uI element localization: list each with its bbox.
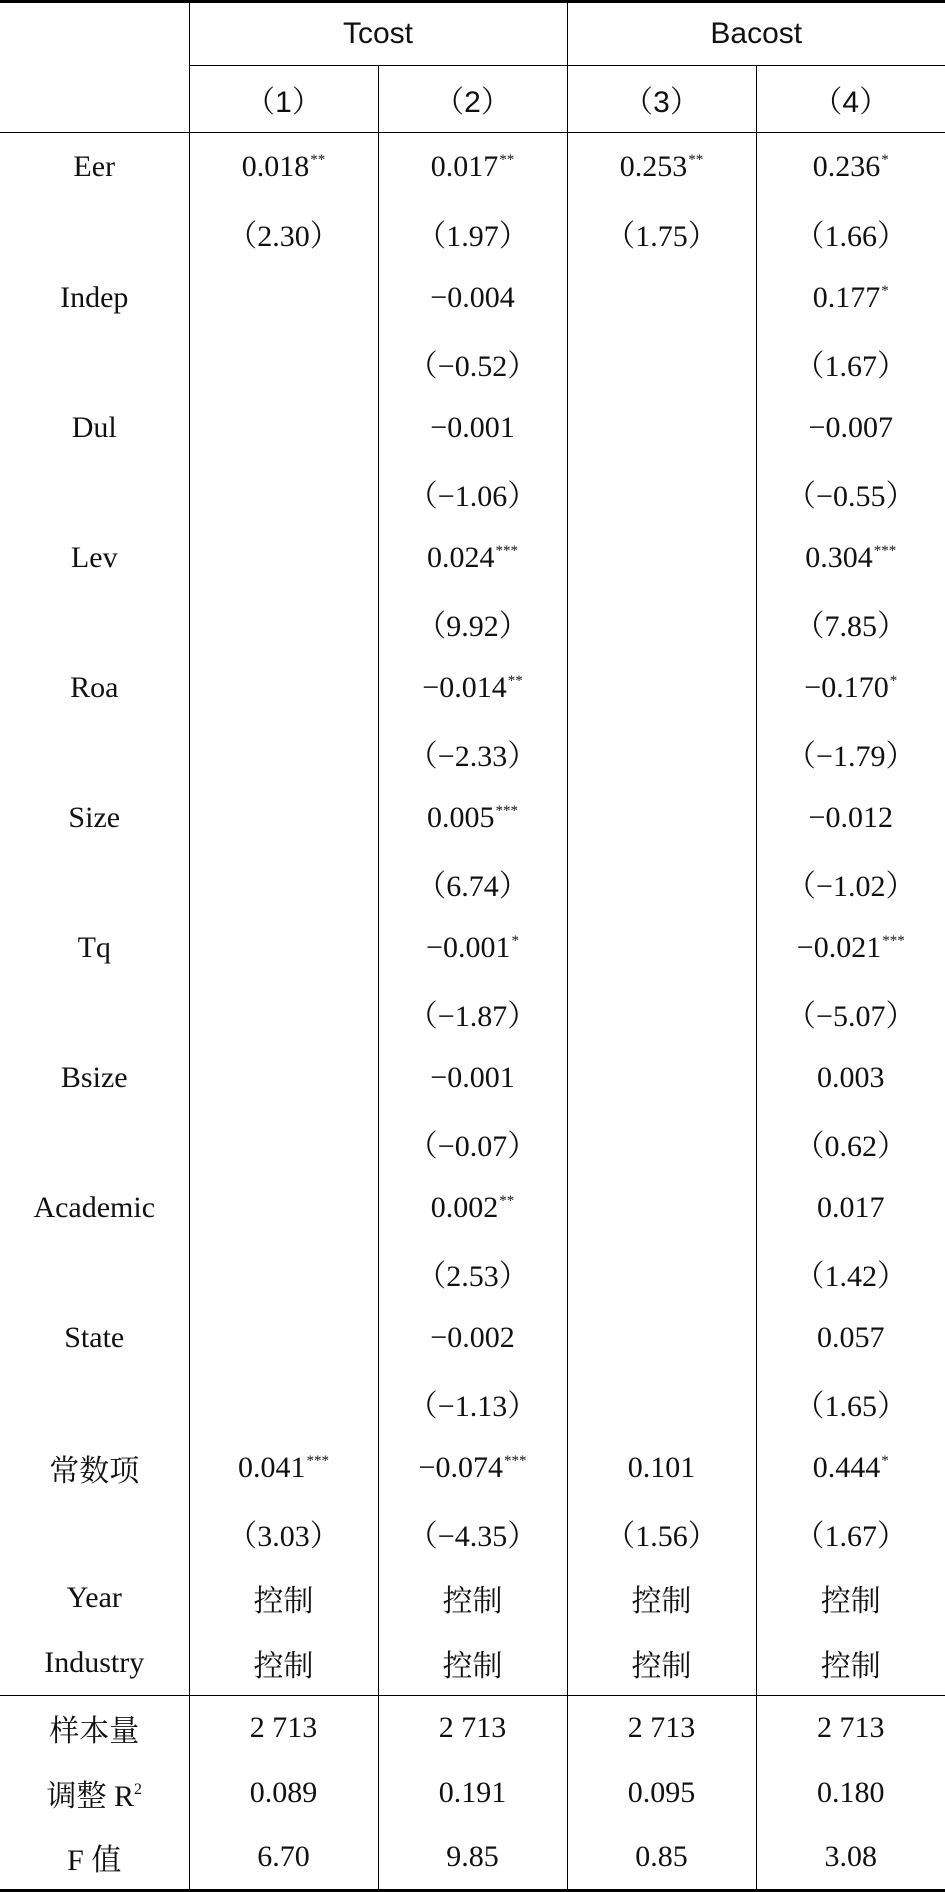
significance-stars: *	[889, 673, 898, 689]
coef-value: −0.014	[422, 671, 507, 704]
stat-label-superscript: 2	[134, 1781, 142, 1798]
coef-cell	[567, 1046, 756, 1111]
tstat-cell	[189, 1241, 378, 1306]
group-header-tcost: Tcost	[189, 2, 567, 66]
control-cell: 控制	[567, 1631, 756, 1696]
tstat-cell: （1.66）	[756, 201, 945, 266]
coef-value: 0.057	[817, 1321, 885, 1354]
coef-value: 0.253	[619, 149, 688, 183]
coef-value: −0.074	[418, 1451, 503, 1484]
coef-value: −0.170	[804, 671, 889, 704]
tstat-cell	[567, 331, 756, 396]
stat-row	[0, 1696, 945, 1761]
row-label: Dul	[71, 411, 117, 444]
stat-cell: 0.191	[378, 1761, 567, 1826]
tstat-row	[0, 461, 945, 526]
tstat-row	[0, 591, 945, 656]
row-label: Year	[66, 1581, 122, 1614]
tstat-cell	[567, 981, 756, 1046]
coef-cell	[378, 1176, 567, 1241]
coef-row	[0, 786, 945, 851]
coef-cell	[756, 1306, 945, 1371]
coef-value: −0.001	[430, 411, 515, 444]
tstat-row	[0, 1241, 945, 1306]
coef-value: −0.002	[430, 1321, 515, 1354]
tstat-cell: （−1.87）	[378, 981, 567, 1046]
coef-cell	[378, 133, 567, 201]
coef-value: −0.001	[430, 1061, 515, 1094]
significance-stars: *	[881, 283, 889, 299]
stat-cell: 0.85	[567, 1826, 756, 1891]
tstat-cell: （7.85）	[756, 591, 945, 656]
control-cell: 控制	[189, 1631, 378, 1696]
column-header: （1）	[189, 66, 378, 133]
tstat-row	[0, 981, 945, 1046]
row-label-empty	[0, 201, 189, 266]
tstat-cell: （1.56）	[567, 1501, 756, 1566]
significance-stars: **	[310, 151, 326, 168]
coef-row	[0, 656, 945, 721]
tstat-cell: （−0.55）	[756, 461, 945, 526]
tstat-cell: （1.67）	[756, 1501, 945, 1566]
tstat-row	[0, 1501, 945, 1566]
tstat-cell: （1.42）	[756, 1241, 945, 1306]
row-label: Tq	[77, 931, 111, 964]
stat-row	[0, 1761, 945, 1826]
stat-label-text: 调整 R	[46, 1780, 134, 1813]
significance-stars: ***	[882, 933, 905, 949]
control-row	[0, 1566, 945, 1631]
tstat-cell	[567, 851, 756, 916]
tstat-cell: （−0.52）	[378, 331, 567, 396]
control-row	[0, 1631, 945, 1696]
row-label: Bsize	[60, 1061, 128, 1094]
coef-cell	[567, 656, 756, 721]
row-label-empty	[0, 1501, 189, 1566]
tstat-cell: （−1.06）	[378, 461, 567, 526]
control-cell: 控制	[567, 1566, 756, 1631]
coef-cell	[567, 526, 756, 591]
significance-stars: ***	[495, 543, 518, 559]
control-cell: 控制	[378, 1631, 567, 1696]
tstat-row	[0, 851, 945, 916]
coef-cell	[378, 1046, 567, 1111]
tstat-cell: （−0.07）	[378, 1111, 567, 1176]
coef-cell	[378, 396, 567, 461]
tstat-cell: （9.92）	[378, 591, 567, 656]
tstat-cell	[189, 591, 378, 656]
stat-label-text: 样本量	[49, 1715, 140, 1749]
tstat-cell: （6.74）	[378, 851, 567, 916]
coef-cell	[378, 526, 567, 591]
tstat-cell: （−1.13）	[378, 1371, 567, 1436]
row-label-empty	[0, 1241, 189, 1306]
column-header: （3）	[567, 66, 756, 133]
row-label: State	[64, 1321, 125, 1354]
corner-cell	[0, 2, 189, 133]
significance-stars: *	[511, 933, 519, 949]
row-label	[0, 1696, 189, 1761]
coef-cell	[378, 266, 567, 331]
tstat-cell	[567, 1241, 756, 1306]
coef-value: 0.018	[241, 149, 310, 183]
coef-cell	[189, 656, 378, 721]
coef-cell	[378, 786, 567, 851]
coef-cell	[756, 133, 945, 201]
tstat-cell: （2.30）	[189, 201, 378, 266]
coef-row	[0, 396, 945, 461]
tstat-cell: （−4.35）	[378, 1501, 567, 1566]
coef-row	[0, 266, 945, 331]
tstat-cell: （1.65）	[756, 1371, 945, 1436]
tstat-cell: （0.62）	[756, 1111, 945, 1176]
tstat-cell: （1.75）	[567, 201, 756, 266]
coef-cell	[189, 396, 378, 461]
coef-value: 0.304	[805, 541, 873, 574]
coef-cell	[567, 133, 756, 201]
coef-cell	[378, 656, 567, 721]
stat-cell: 2 713	[756, 1696, 945, 1761]
coef-row	[0, 1046, 945, 1111]
coef-value: 0.041	[238, 1451, 306, 1484]
tstat-cell: （1.97）	[378, 201, 567, 266]
tstat-cell: （−1.02）	[756, 851, 945, 916]
row-label: Size	[68, 801, 121, 834]
coef-row	[0, 1306, 945, 1371]
tstat-cell: （−2.33）	[378, 721, 567, 786]
tstat-row	[0, 201, 945, 266]
tstat-cell	[567, 591, 756, 656]
tstat-cell	[189, 1111, 378, 1176]
control-cell: 控制	[189, 1566, 378, 1631]
coef-cell	[567, 266, 756, 331]
tstat-cell	[189, 1371, 378, 1436]
significance-stars: *	[881, 1453, 889, 1469]
significance-stars: **	[507, 673, 523, 689]
coef-cell	[189, 1046, 378, 1111]
significance-stars: **	[688, 151, 704, 168]
tstat-cell	[189, 461, 378, 526]
coef-value: 0.236	[812, 149, 881, 183]
coef-value: −0.004	[430, 281, 515, 314]
row-label: Lev	[70, 541, 118, 574]
row-label: Indep	[60, 281, 129, 314]
row-label-empty	[0, 461, 189, 526]
coef-cell	[189, 1176, 378, 1241]
tstat-cell: （1.67）	[756, 331, 945, 396]
control-cell: 控制	[756, 1566, 945, 1631]
coef-value: 0.024	[427, 541, 495, 574]
significance-stars: *	[881, 151, 889, 168]
stat-cell: 3.08	[756, 1826, 945, 1891]
coef-cell	[189, 916, 378, 981]
coef-cell	[567, 916, 756, 981]
row-label-empty	[0, 1111, 189, 1176]
coef-cell	[189, 266, 378, 331]
coef-value: 0.444	[812, 1451, 881, 1484]
row-label: Roa	[70, 671, 119, 704]
coef-value: −0.007	[808, 411, 893, 444]
coef-cell	[756, 1436, 945, 1501]
coef-cell	[756, 266, 945, 331]
tstat-cell	[189, 721, 378, 786]
coef-cell	[756, 786, 945, 851]
tstat-row	[0, 1371, 945, 1436]
significance-stars: ***	[495, 803, 518, 819]
tstat-row	[0, 331, 945, 396]
stat-cell: 0.180	[756, 1761, 945, 1826]
row-label-empty	[0, 591, 189, 656]
row-label: 常数项	[49, 1455, 140, 1488]
tstat-cell	[189, 981, 378, 1046]
tstat-cell	[567, 1371, 756, 1436]
coef-cell	[756, 1176, 945, 1241]
significance-stars: ***	[306, 1453, 329, 1469]
row-label: Industry	[44, 1645, 145, 1679]
significance-stars: **	[499, 1193, 515, 1209]
tstat-cell	[189, 331, 378, 396]
row-label-empty	[0, 1371, 189, 1436]
row-label: Eer	[73, 149, 116, 183]
coef-cell	[378, 916, 567, 981]
coef-cell	[756, 916, 945, 981]
significance-stars: ***	[873, 543, 897, 559]
coef-cell	[189, 786, 378, 851]
row-label: Academic	[33, 1191, 156, 1224]
row-label-empty	[0, 981, 189, 1046]
coef-value: 0.003	[817, 1061, 885, 1094]
coef-row	[0, 526, 945, 591]
tstat-cell	[567, 721, 756, 786]
coef-cell	[378, 1306, 567, 1371]
stat-row	[0, 1826, 945, 1891]
coef-value: 0.017	[430, 149, 499, 183]
row-label	[0, 1826, 189, 1891]
coef-cell	[189, 1306, 378, 1371]
coef-cell	[567, 1306, 756, 1371]
coef-row	[0, 133, 945, 201]
coef-cell	[756, 396, 945, 461]
coef-value: −0.001	[426, 931, 511, 964]
coef-row	[0, 1436, 945, 1501]
tstat-cell: （−5.07）	[756, 981, 945, 1046]
coef-cell	[567, 1436, 756, 1501]
control-cell: 控制	[378, 1566, 567, 1631]
coef-value: −0.012	[808, 801, 893, 834]
stat-cell: 2 713	[567, 1696, 756, 1761]
column-header: （2）	[378, 66, 567, 133]
coef-value: 0.101	[627, 1451, 696, 1484]
coef-cell	[756, 1046, 945, 1111]
stat-cell: 6.70	[189, 1826, 378, 1891]
stat-cell: 0.089	[189, 1761, 378, 1826]
coef-value: 0.017	[817, 1191, 885, 1224]
tstat-cell: （−1.79）	[756, 721, 945, 786]
coef-cell	[378, 1436, 567, 1501]
coef-cell	[567, 396, 756, 461]
column-header: （4）	[756, 66, 945, 133]
significance-stars: ***	[503, 1453, 527, 1469]
stat-cell: 0.095	[567, 1761, 756, 1826]
table-body	[0, 2, 945, 1891]
coef-value: −0.021	[796, 931, 882, 964]
tstat-row	[0, 721, 945, 786]
tstat-cell: （3.03）	[189, 1501, 378, 1566]
coef-cell	[567, 1176, 756, 1241]
row-label-empty	[0, 331, 189, 396]
row-label	[0, 1761, 189, 1826]
coef-value: 0.002	[430, 1191, 499, 1224]
stat-cell: 2 713	[189, 1696, 378, 1761]
coef-cell	[567, 786, 756, 851]
tstat-cell	[567, 461, 756, 526]
tstat-row	[0, 1111, 945, 1176]
row-label-empty	[0, 851, 189, 916]
significance-stars: **	[499, 151, 515, 168]
tstat-cell	[189, 851, 378, 916]
group-header-row	[0, 2, 945, 66]
coef-cell	[756, 526, 945, 591]
coef-row	[0, 1176, 945, 1241]
coef-cell	[189, 526, 378, 591]
stat-cell: 9.85	[378, 1826, 567, 1891]
coef-cell	[189, 133, 378, 201]
control-cell: 控制	[756, 1631, 945, 1696]
group-header-bacost: Bacost	[567, 2, 945, 66]
stat-label-text: F 值	[67, 1844, 122, 1878]
row-label-empty	[0, 721, 189, 786]
stat-cell: 2 713	[378, 1696, 567, 1761]
coef-value: 0.177	[812, 281, 881, 314]
coef-cell	[189, 1436, 378, 1501]
coef-cell	[756, 656, 945, 721]
tstat-cell: （2.53）	[378, 1241, 567, 1306]
coef-value: 0.005	[427, 801, 495, 834]
coef-row	[0, 916, 945, 981]
tstat-cell	[567, 1111, 756, 1176]
